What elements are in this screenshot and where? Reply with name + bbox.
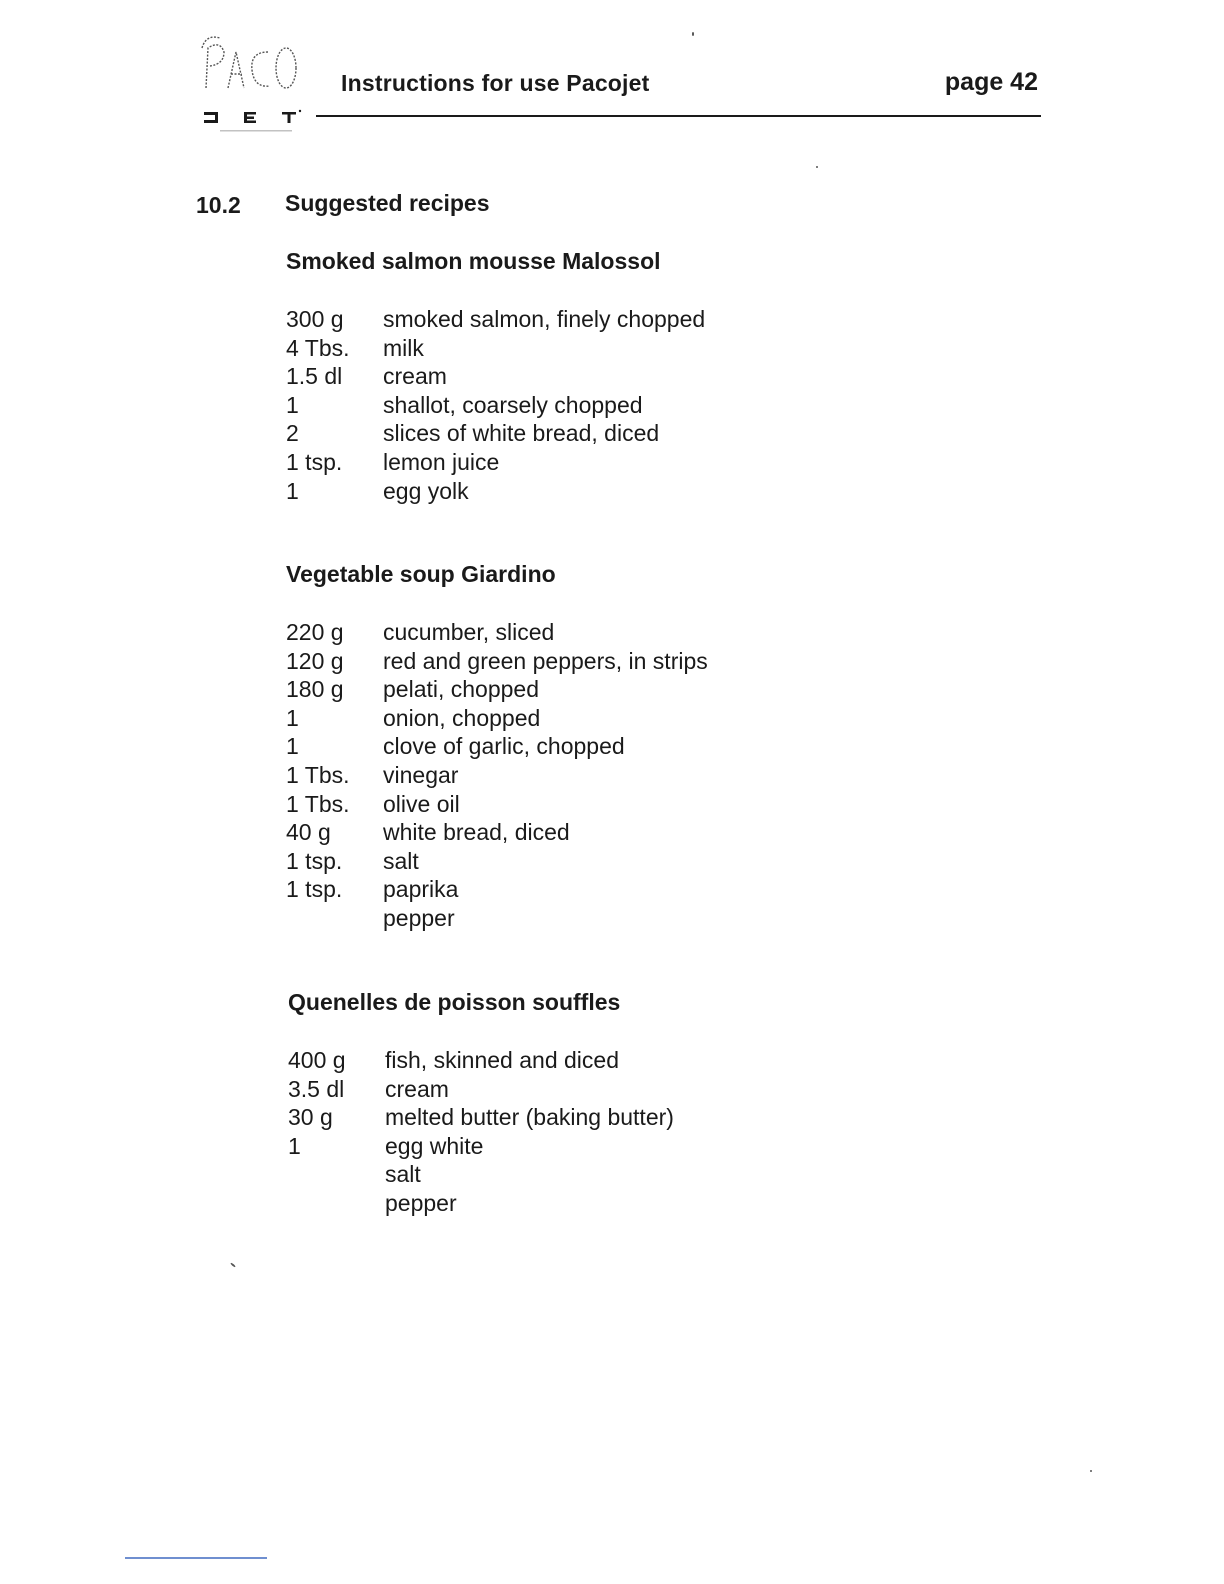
ingredient-name: lemon juice	[383, 448, 500, 475]
ingredient-row	[288, 1132, 674, 1161]
ingredient-name: vinegar	[383, 761, 459, 788]
ingredient-quantity: 1 Tbs.	[286, 761, 350, 788]
ingredient-row	[286, 847, 708, 876]
ingredient-name: white bread, diced	[383, 819, 570, 846]
ingredient-name: slices of white bread, diced	[383, 420, 660, 447]
ingredient-name: red and green peppers, in strips	[383, 647, 708, 674]
ingredient-name: clove of garlic, chopped	[383, 733, 625, 760]
ingredient-list	[286, 305, 705, 505]
ingredient-name: smoked salmon, finely chopped	[383, 306, 706, 332]
page-number: page 42	[944, 68, 1038, 96]
ingredient-name: salt	[383, 847, 419, 874]
ingredient-name: cream	[385, 1075, 449, 1102]
ingredient-row	[286, 875, 708, 904]
ingredient-quantity: 180 g	[286, 676, 344, 703]
ingredient-quantity: 1 tsp.	[286, 448, 343, 475]
recipe-title: Vegetable soup Giardino	[286, 561, 556, 587]
ingredient-quantity: 1.5 dl	[286, 363, 343, 390]
ingredient-name: pepper	[385, 1189, 457, 1216]
ingredient-quantity	[288, 1160, 385, 1189]
ingredient-quantity	[288, 1189, 385, 1218]
ingredient-row	[286, 790, 708, 819]
ingredient-name: cucumber, sliced	[383, 619, 555, 645]
ingredient-row	[286, 704, 708, 733]
ingredient-row	[286, 904, 708, 933]
ingredient-quantity: 300 g	[286, 306, 344, 332]
ingredient-name: paprika	[383, 876, 459, 903]
ingredient-row	[286, 761, 708, 790]
ingredient-name: onion, chopped	[383, 704, 541, 731]
ingredient-quantity: 1	[286, 733, 299, 760]
ingredient-quantity: 1 Tbs.	[286, 790, 350, 817]
ingredient-row	[286, 732, 708, 761]
scan-speck	[816, 166, 818, 168]
header-title: Instructions for use Pacojet	[341, 70, 650, 96]
ingredient-row	[288, 1046, 674, 1075]
section-number: 10.2	[196, 192, 241, 218]
logo-jet-letters	[204, 110, 301, 123]
recipe-quenelles-de-poisson	[288, 988, 674, 1218]
ingredient-name: salt	[385, 1161, 421, 1188]
ingredient-quantity: 1 tsp.	[286, 847, 343, 874]
ingredient-quantity: 2	[286, 420, 299, 447]
ingredient-row	[288, 1160, 674, 1189]
ingredient-quantity	[286, 904, 383, 933]
ingredient-row	[286, 391, 705, 420]
pacojet-logo	[198, 30, 310, 140]
recipe-vegetable-soup-giardino	[286, 560, 708, 933]
recipe-smoked-salmon-mousse	[286, 247, 705, 505]
ingredient-quantity: 1	[286, 704, 299, 731]
ingredient-name: egg yolk	[383, 477, 469, 504]
ingredient-name: egg white	[385, 1132, 484, 1159]
ingredient-quantity: 1	[286, 391, 299, 418]
scan-speck	[230, 1262, 236, 1267]
ingredient-quantity: 120 g	[286, 647, 344, 674]
ingredient-name: fish, skinned and diced	[385, 1047, 619, 1073]
ingredient-row	[286, 362, 705, 391]
ingredient-name: cream	[383, 363, 447, 390]
ingredient-name: pelati, chopped	[383, 676, 540, 703]
ingredient-row	[286, 818, 708, 847]
ingredient-row	[288, 1075, 674, 1104]
ingredient-list	[286, 618, 708, 933]
ingredient-list	[288, 1046, 674, 1218]
ingredient-quantity: 1	[288, 1132, 301, 1159]
scan-speck	[692, 32, 694, 36]
ingredient-quantity: 3.5 dl	[288, 1075, 345, 1102]
ingredient-name: olive oil	[383, 790, 460, 817]
ingredient-row	[288, 1189, 674, 1218]
ingredient-row	[286, 618, 708, 647]
scan-speck	[1090, 1470, 1092, 1472]
ingredient-name: pepper	[383, 904, 455, 931]
ingredient-row	[286, 647, 708, 676]
ingredient-name: shallot, coarsely chopped	[383, 391, 643, 418]
ingredient-row	[286, 448, 705, 477]
ingredient-quantity: 4 Tbs.	[286, 334, 350, 361]
header-rule	[316, 115, 1041, 117]
ingredient-row	[286, 477, 705, 506]
ingredient-quantity: 40 g	[286, 819, 331, 846]
ingredient-quantity: 30 g	[288, 1104, 333, 1131]
footer-line	[125, 1557, 267, 1559]
ingredient-name: milk	[383, 334, 424, 361]
ingredient-quantity: 400 g	[288, 1047, 346, 1073]
ingredient-row	[286, 334, 705, 363]
recipe-title: Smoked salmon mousse Malossol	[286, 248, 661, 274]
ingredient-name: melted butter (baking butter)	[385, 1104, 674, 1131]
ingredient-row	[286, 675, 708, 704]
recipe-title: Quenelles de poisson souffles	[288, 989, 621, 1015]
ingredient-quantity: 220 g	[286, 619, 344, 645]
ingredient-quantity: 1	[286, 477, 299, 504]
section-title: Suggested recipes	[285, 190, 490, 216]
ingredient-row	[288, 1103, 674, 1132]
ingredient-row	[286, 305, 705, 334]
ingredient-row	[286, 419, 705, 448]
ingredient-quantity: 1 tsp.	[286, 876, 343, 903]
